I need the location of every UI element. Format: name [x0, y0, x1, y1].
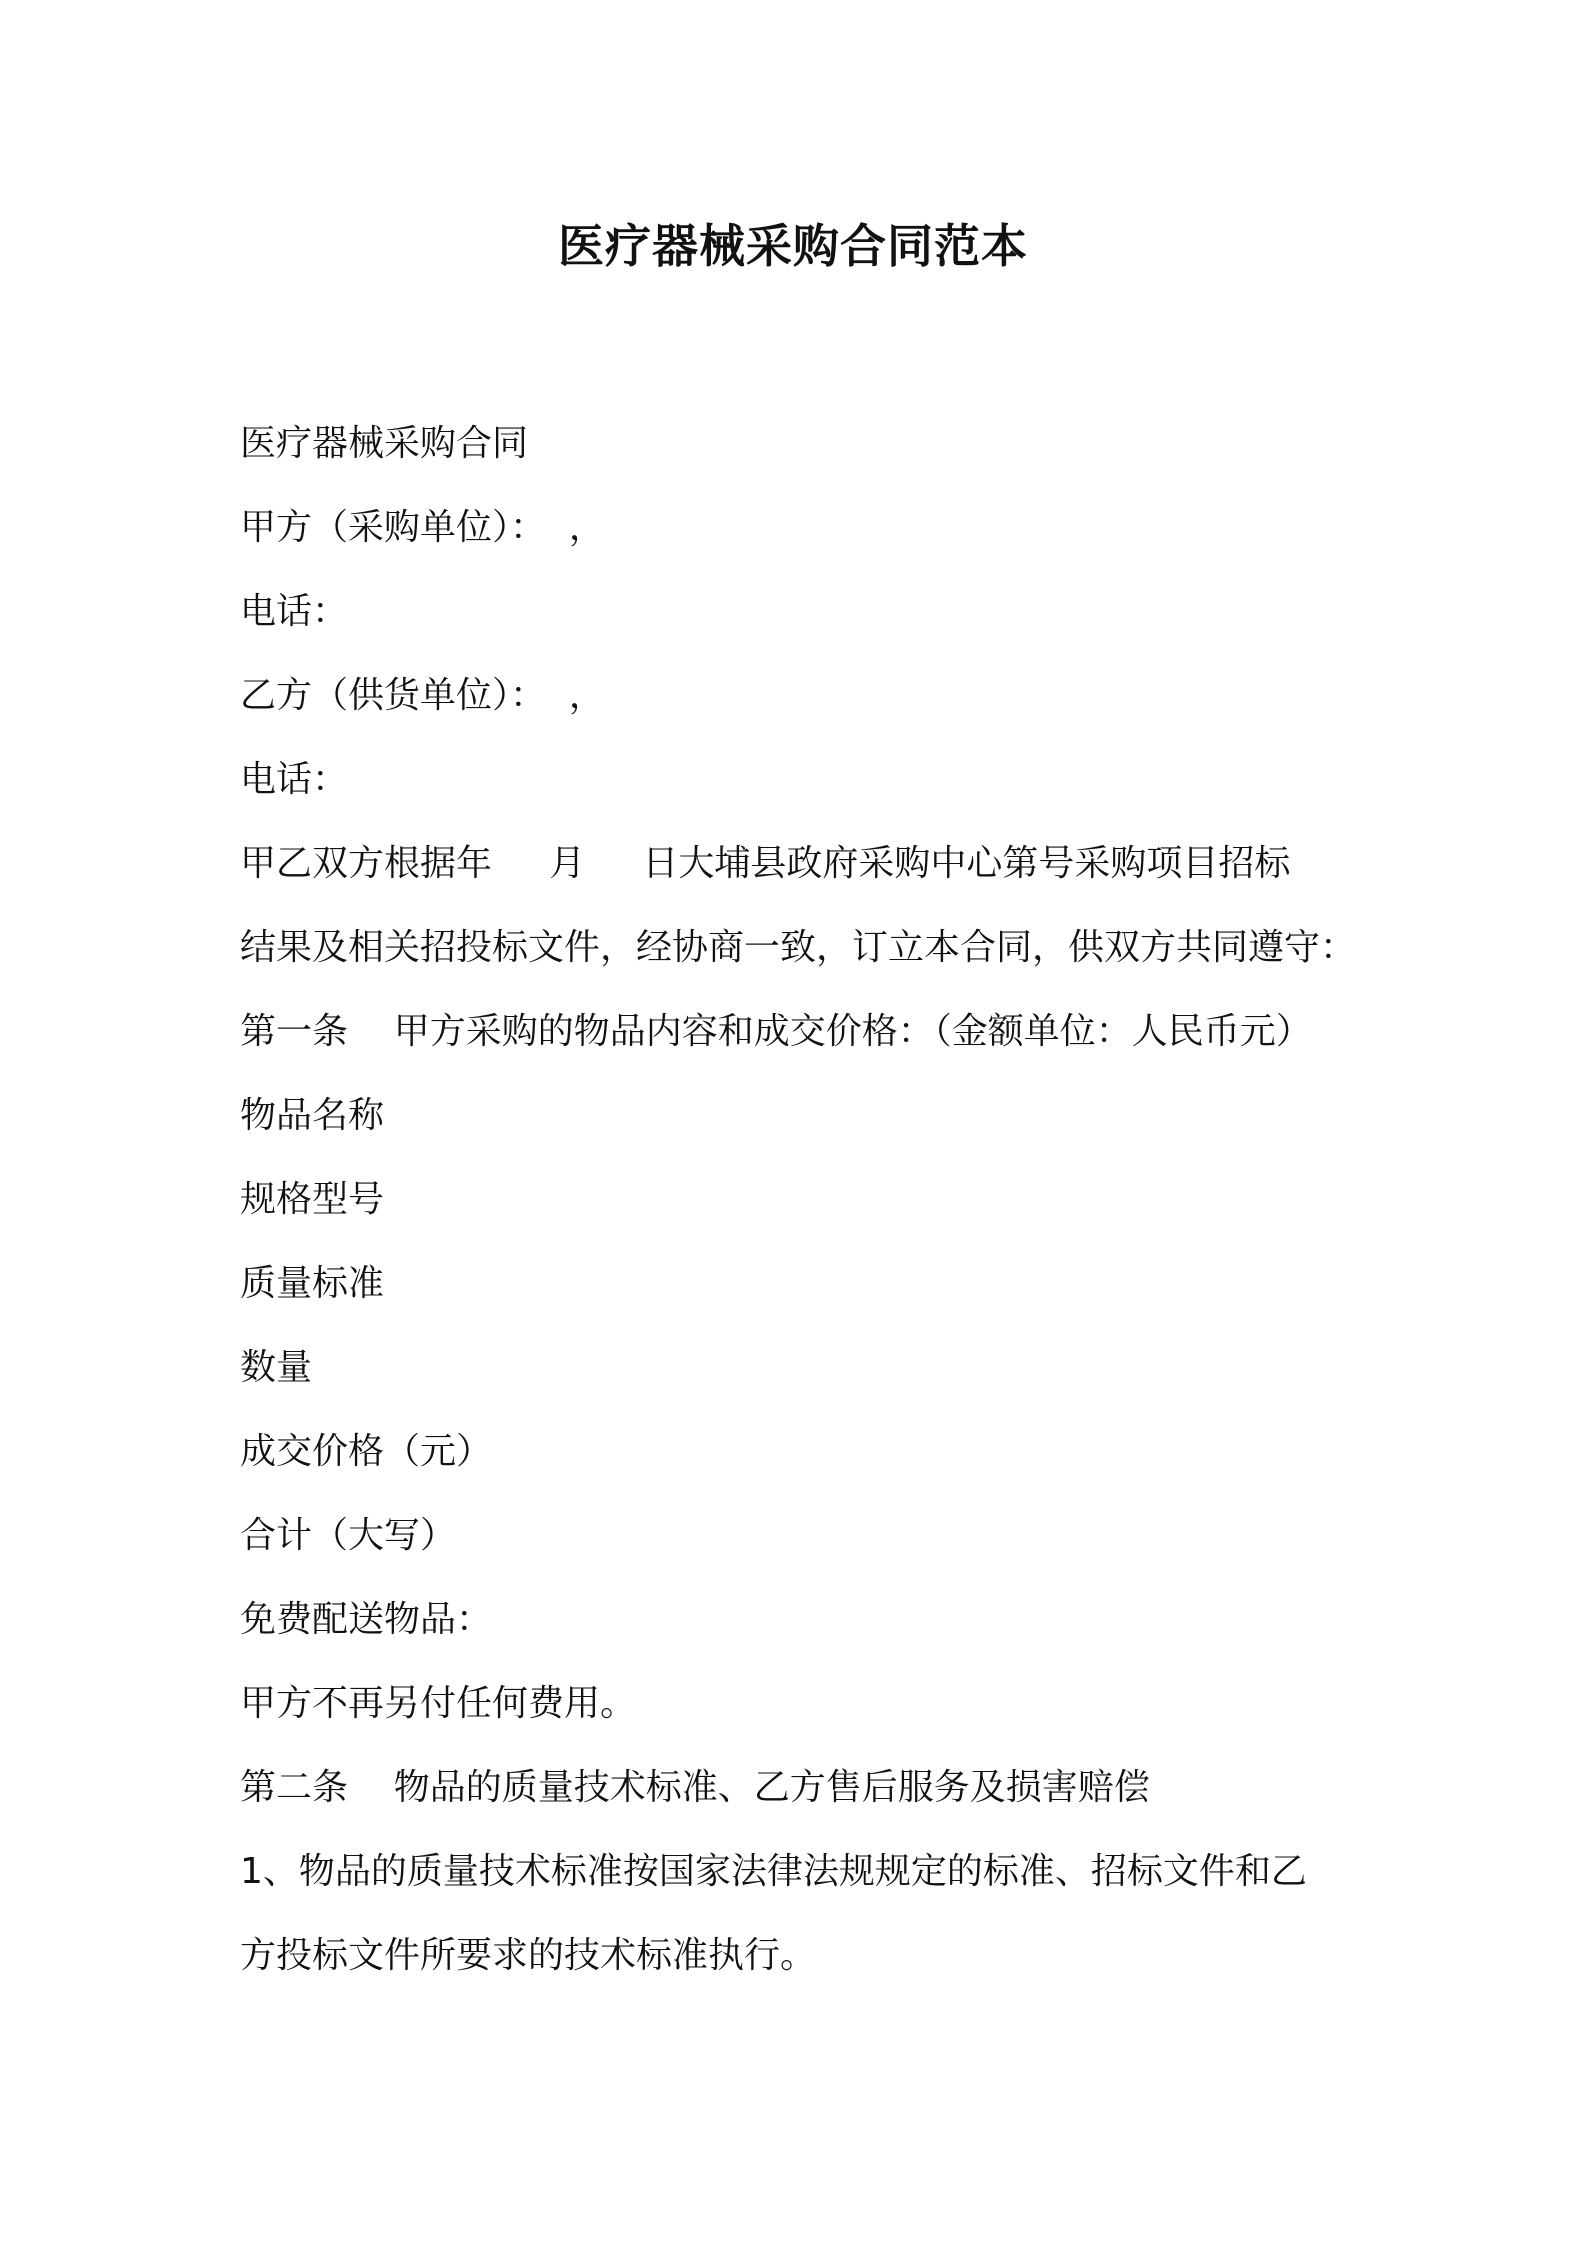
free-delivery-label: 免费配送物品： [240, 1599, 493, 1640]
article-1-heading: 第一条 甲方采购的物品内容和成交价格：（金额单位：人民币元） [240, 1011, 1312, 1052]
preamble-line-2: 结果及相关招投标文件，经协商一致，订立本合同，供双方共同遵守： [240, 927, 1357, 968]
item-name-label: 物品名称 [240, 1095, 385, 1136]
preamble-line-1: 甲乙双方根据年 月 日大埔县政府采购中心第号采购项目招标 [240, 843, 1291, 884]
item-quality-label: 质量标准 [240, 1263, 385, 1304]
document-title: 医疗器械采购合同范本 [558, 219, 1028, 273]
item-quantity-label: 数量 [240, 1347, 313, 1388]
contract-heading: 医疗器械采购合同 [240, 423, 529, 464]
clause-1-line-1: 1、物品的质量技术标准按国家法律法规规定的标准、招标文件和乙 [240, 1851, 1307, 1892]
article-2-heading: 第二条 物品的质量技术标准、乙方售后服务及损害赔偿 [240, 1767, 1150, 1808]
no-extra-fee-line: 甲方不再另付任何费用。 [240, 1683, 637, 1724]
party-b-line: 乙方（供货单位）： ， [240, 675, 605, 716]
party-b-phone: 电话： [240, 759, 349, 800]
total-label: 合计（大写） [240, 1515, 457, 1556]
item-price-label: 成交价格（元） [240, 1431, 493, 1472]
party-a-phone: 电话： [240, 591, 349, 632]
document-body [240, 402, 1370, 1998]
party-a-line: 甲方（采购单位）： ， [240, 507, 605, 548]
item-spec-label: 规格型号 [240, 1179, 385, 1220]
clause-1-line-2: 方投标文件所要求的技术标准执行。 [240, 1935, 817, 1976]
